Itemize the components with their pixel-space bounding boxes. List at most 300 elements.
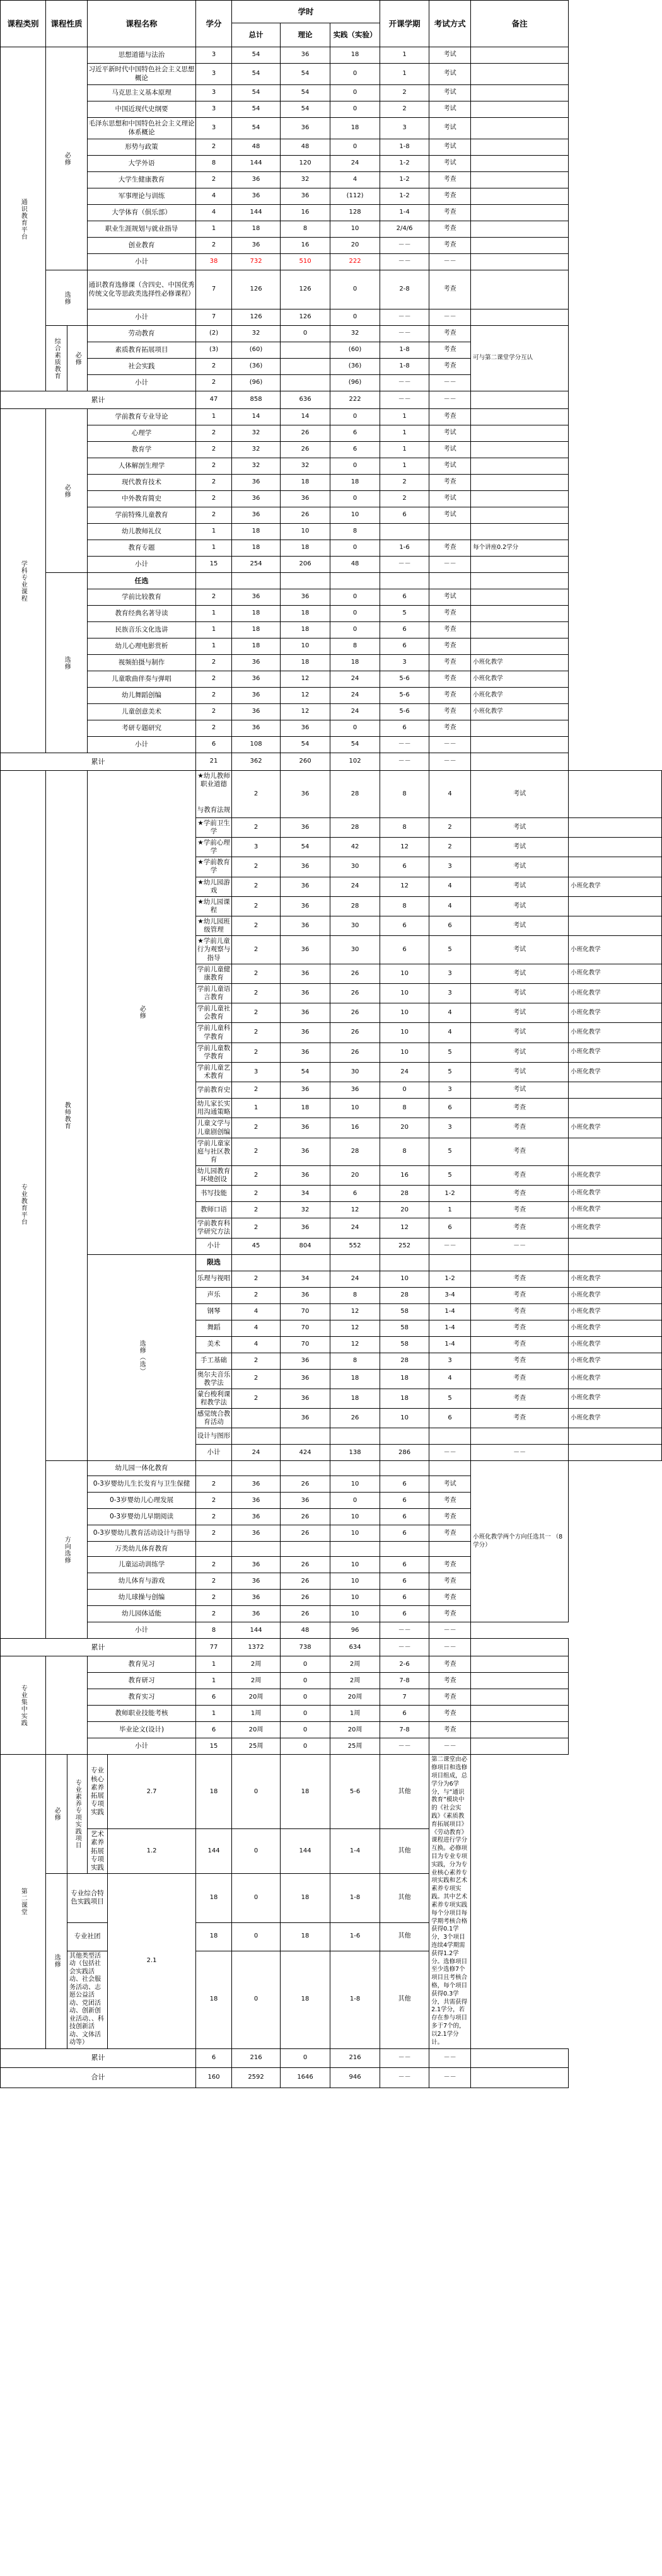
- credit-cell: 2: [196, 655, 232, 671]
- course-name-cell: 马克思主义基本原理: [88, 85, 196, 101]
- note-cell: [471, 270, 569, 309]
- table-row: [1, 671, 662, 688]
- exam-cell: 考试: [429, 458, 471, 475]
- table-row: [1, 524, 662, 540]
- hours-total-cell: 36: [232, 507, 281, 524]
- exam-cell: 考查: [429, 475, 471, 491]
- table-row: [1, 205, 662, 221]
- hours-theory-cell: [281, 342, 330, 359]
- hours-theory-cell: 16: [281, 205, 330, 221]
- course-name-cell: 教育经典名著导读: [88, 606, 196, 622]
- exam-cell: 考试: [471, 1023, 569, 1043]
- hours-practice-cell: 10: [380, 983, 429, 1003]
- hours-theory-cell: 36: [281, 491, 330, 507]
- term-cell: －－: [380, 1639, 429, 1656]
- hours-total-cell: 20周: [232, 1689, 281, 1706]
- hours-theory-cell: 0: [281, 1656, 330, 1673]
- hours-theory-cell: 26: [330, 1023, 380, 1043]
- table-row: [1, 1951, 662, 2048]
- hours-practice-cell: 0: [330, 139, 380, 156]
- note-cell: 小班化教学: [569, 1389, 662, 1408]
- hours-total-cell: 36: [281, 1166, 330, 1186]
- empty-cell: [281, 1461, 330, 1476]
- term-cell: －－: [380, 2067, 429, 2088]
- hours-total-cell: 254: [232, 557, 281, 573]
- course-name-cell: ★学前卫生学: [196, 817, 232, 837]
- subcategory-teacher-education: 教师教育: [46, 771, 88, 1461]
- note-cell: [471, 47, 569, 64]
- term-cell: 6: [380, 1557, 429, 1573]
- hours-theory-cell: 30: [330, 936, 380, 964]
- course-name-cell: 教育学: [88, 442, 196, 458]
- credit-cell: 2: [196, 238, 232, 254]
- exam-cell: 考查: [471, 1271, 569, 1287]
- hours-theory-cell: 48: [281, 139, 330, 156]
- exam-cell: 考查: [471, 1202, 569, 1218]
- hours-practice-cell: 18: [380, 1369, 429, 1389]
- hours-practice-cell: 0: [330, 458, 380, 475]
- credit-cell: 6: [196, 1689, 232, 1706]
- hours-theory-cell: 30: [330, 1062, 380, 1082]
- hours-total-cell: 362: [232, 753, 281, 771]
- exam-cell: 考试: [429, 442, 471, 458]
- hours-practice-cell: [330, 573, 380, 589]
- term-cell: －－: [380, 557, 429, 573]
- hours-theory-cell: 54: [281, 85, 330, 101]
- credit-cell: 2: [232, 916, 281, 936]
- exam-cell: 考查: [429, 671, 471, 688]
- exam-cell: 考查: [429, 622, 471, 638]
- course-name-cell: 毕业论文(设计): [88, 1722, 196, 1738]
- course-name-cell: 学前比较教育: [88, 589, 196, 606]
- hours-practice-cell: 32: [330, 326, 380, 342]
- course-name-cell: 儿童创意美术: [88, 704, 196, 720]
- credit-cell: 2: [196, 671, 232, 688]
- term-cell: 6: [380, 622, 429, 638]
- hours-total-cell: 36: [281, 1409, 330, 1428]
- hours-practice-cell: 6: [380, 857, 429, 877]
- hours-practice-cell: 1周: [330, 1706, 380, 1722]
- note-cell: [471, 491, 569, 507]
- course-name-cell: 素质教育拓展项目: [88, 342, 196, 359]
- hours-practice-cell: 10: [380, 1409, 429, 1428]
- hours-total-cell: 36: [232, 720, 281, 737]
- term-cell: －－: [429, 1445, 471, 1461]
- hours-practice-cell: 28: [380, 1287, 429, 1303]
- hours-practice-cell: 18: [281, 1922, 330, 1951]
- term-cell: 4: [429, 896, 471, 916]
- exam-cell: 考查: [429, 720, 471, 737]
- exam-cell: 考试: [471, 838, 569, 857]
- credit-cell: 24: [232, 1445, 281, 1461]
- hours-theory-cell: 36: [281, 118, 330, 139]
- table-row: [1, 1922, 662, 1951]
- hours-total-cell: 2周: [232, 1673, 281, 1689]
- hours-total-cell: 36: [232, 1573, 281, 1590]
- note-cell: 小班化教学: [569, 1218, 662, 1238]
- credit-cell: 2: [232, 1218, 281, 1238]
- course-name-cell: 思想道德与法治: [88, 47, 196, 64]
- exam-cell: 考查: [429, 1557, 471, 1573]
- hours-total-cell: 36: [281, 1353, 330, 1369]
- credit-cell: 1: [196, 1706, 232, 1722]
- term-cell: 3: [429, 1118, 471, 1138]
- table-row: [1, 655, 662, 671]
- hours-theory-cell: 0: [281, 1722, 330, 1738]
- hours-theory-cell: 12: [330, 1303, 380, 1320]
- course-name-cell: 心理学: [88, 425, 196, 442]
- credit-cell: 2: [196, 442, 232, 458]
- table-row: [1, 47, 662, 64]
- hours-theory-cell: 8: [330, 1287, 380, 1303]
- exam-cell: 其他: [380, 1951, 429, 2048]
- note-cell: [471, 139, 569, 156]
- term-cell: 5: [380, 606, 429, 622]
- exam-cell: 考查: [471, 1353, 569, 1369]
- exam-cell: 考试: [429, 507, 471, 524]
- note-cell: [471, 101, 569, 118]
- course-name-cell: 钢琴: [196, 1303, 232, 1320]
- course-name-cell: 学前教育史: [196, 1082, 232, 1099]
- exam-cell: 考查: [471, 1138, 569, 1165]
- term-cell: 7: [380, 1689, 429, 1706]
- category-comprehensive: 综合素质教育: [46, 326, 67, 391]
- term-cell: 4: [429, 1023, 471, 1043]
- term-cell: 1-4: [330, 1829, 380, 1874]
- hours-practice-cell: [380, 1428, 429, 1445]
- exam-cell: 考试: [471, 896, 569, 916]
- hours-theory-cell: [281, 573, 330, 589]
- note-cell: [471, 2067, 569, 2088]
- hours-theory-cell: 1646: [281, 2067, 330, 2088]
- credit-cell: 2: [232, 1043, 281, 1062]
- exam-cell: －－: [429, 753, 471, 771]
- term-cell: 7-8: [380, 1722, 429, 1738]
- grand-total-label: 合计: [1, 2067, 196, 2088]
- exam-cell: 考试: [429, 156, 471, 172]
- exam-cell: 考试: [429, 425, 471, 442]
- direction-group-header: 幼儿园一体化教育: [88, 1461, 196, 1476]
- credit-cell: [232, 1409, 281, 1428]
- note-cell: [471, 720, 569, 737]
- hours-theory-cell: 16: [330, 1118, 380, 1138]
- course-name-cell: 大学外语: [88, 156, 196, 172]
- hours-total-cell: 36: [232, 1493, 281, 1509]
- nature-required: 必修: [46, 47, 88, 270]
- exam-cell: 考试: [429, 139, 471, 156]
- credit-cell: 3: [196, 85, 232, 101]
- note-cell: [471, 391, 569, 409]
- note-cell: [471, 409, 569, 425]
- hours-practice-cell: 20周: [330, 1722, 380, 1738]
- note-cell: 小班化教学: [569, 1409, 662, 1428]
- credit-cell: 2: [196, 1573, 232, 1590]
- credit-cell: 8: [196, 156, 232, 172]
- hours-total-cell: (60): [232, 342, 281, 359]
- hours-theory-cell: 18: [281, 655, 330, 671]
- hours-practice-cell: 946: [330, 2067, 380, 2088]
- term-cell: 2-8: [380, 270, 429, 309]
- table-row: [1, 573, 662, 589]
- term-cell: 1-2: [380, 172, 429, 188]
- term-cell: 4: [429, 1003, 471, 1023]
- credit-cell: 1: [196, 524, 232, 540]
- note-cell: [569, 1099, 662, 1118]
- hours-theory-cell: 12: [281, 688, 330, 704]
- credit-cell: 2: [196, 359, 232, 375]
- note-cell: [471, 156, 569, 172]
- hours-total-cell: 36: [281, 1138, 330, 1165]
- hours-theory-cell: 0: [281, 326, 330, 342]
- course-name-cell: 幼儿教师礼仪: [88, 524, 196, 540]
- exam-cell: 考试: [471, 916, 569, 936]
- hours-total-cell: 18: [196, 1951, 232, 2048]
- exam-cell: 考试: [471, 964, 569, 983]
- hours-practice-cell: 128: [330, 205, 380, 221]
- subtotal-term: －－: [380, 375, 429, 391]
- empty-cell: [232, 1461, 281, 1476]
- credit-cell: 4: [232, 1320, 281, 1336]
- subtotal-label: 小计: [88, 375, 196, 391]
- hours-practice-cell: 20: [380, 1202, 429, 1218]
- hours-total-cell: 18: [232, 606, 281, 622]
- credit-cell: 7: [196, 270, 232, 309]
- exam-cell: 考查: [471, 1166, 569, 1186]
- credit-cell: 2: [196, 458, 232, 475]
- hours-theory-cell: 12: [330, 1336, 380, 1353]
- exam-cell: 考试: [429, 1476, 471, 1493]
- credit-cell: 1: [232, 1099, 281, 1118]
- course-name-cell: 通识教育选修课（含四史、中国优秀传统文化等思政类选择性必修课程）: [88, 270, 196, 309]
- hours-total-cell: 36: [281, 1082, 330, 1099]
- table-row: [1, 326, 662, 342]
- hours-total-cell: 36: [281, 896, 330, 916]
- course-name-cell: 创业教育: [88, 238, 196, 254]
- term-cell: 1-8: [380, 359, 429, 375]
- hours-theory-cell: 26: [281, 1606, 330, 1622]
- course-name-cell: 军事理论与训练: [88, 188, 196, 205]
- term-cell: 1: [380, 458, 429, 475]
- term-cell: 5-6: [380, 688, 429, 704]
- term-cell: －－: [380, 391, 429, 409]
- hours-total-cell: 36: [281, 983, 330, 1003]
- term-cell: 4: [429, 877, 471, 896]
- subtotal-theory: [281, 375, 330, 391]
- note-cell: [471, 442, 569, 458]
- table-row: [1, 139, 662, 156]
- hours-total-cell: 2592: [232, 2067, 281, 2088]
- term-cell: －－: [380, 238, 429, 254]
- hours-total-cell: 48: [232, 139, 281, 156]
- hours-practice-cell: 0: [330, 101, 380, 118]
- hours-practice-cell: 0: [330, 1493, 380, 1509]
- hours-total-cell: 144: [232, 156, 281, 172]
- hours-practice-cell: 0: [330, 589, 380, 606]
- hours-practice-cell: 10: [330, 507, 380, 524]
- exam-cell: 考查: [429, 1525, 471, 1542]
- exam-cell: －－: [471, 1238, 569, 1254]
- course-name-cell: 儿童歌曲伴奏与弹唱: [88, 671, 196, 688]
- empty-cell: [281, 1254, 330, 1271]
- hours-practice-cell: 286: [380, 1445, 429, 1461]
- exam-cell: 考查: [471, 1336, 569, 1353]
- hours-practice-cell: 2周: [330, 1673, 380, 1689]
- hours-practice-cell: 0: [330, 270, 380, 309]
- exam-cell: 考查: [429, 326, 471, 342]
- exam-cell: 考试: [471, 1062, 569, 1082]
- course-name-cell: 与教育法规: [196, 804, 232, 817]
- hours-total-cell: 36: [281, 877, 330, 896]
- hours-theory-cell: 12: [330, 1320, 380, 1336]
- hours-total-cell: 32: [232, 326, 281, 342]
- course-name-cell: 幼儿园体适能: [88, 1606, 196, 1622]
- hours-theory-cell: 8: [281, 221, 330, 238]
- term-cell: 3: [429, 964, 471, 983]
- credit-cell: 77: [196, 1639, 232, 1656]
- exam-cell: 考查: [429, 1673, 471, 1689]
- course-name-cell: 0-3岁婴幼儿教育活动设计与指导: [88, 1525, 196, 1542]
- nature-direction-elective: 方向选修: [46, 1461, 88, 1639]
- empty-cell: [429, 1461, 471, 1476]
- hours-theory-cell: 26: [281, 507, 330, 524]
- course-name-cell: 教师职业技能考核: [88, 1706, 196, 1722]
- table-row: [1, 557, 662, 573]
- hours-total-cell: 14: [232, 409, 281, 425]
- exam-cell: 考查: [429, 638, 471, 655]
- term-cell: 5: [429, 1389, 471, 1408]
- term-cell: 5: [429, 1166, 471, 1186]
- course-name-cell: 幼儿球操与创编: [88, 1590, 196, 1606]
- credit-cell: 2: [196, 1476, 232, 1493]
- note-cell: 小班化教学: [569, 1369, 662, 1389]
- credit-cell: 2: [232, 1138, 281, 1165]
- hours-theory-cell: 0: [232, 1755, 281, 1829]
- course-name-cell: 学前儿童社会教育: [196, 1003, 232, 1023]
- term-cell: 1-2: [380, 188, 429, 205]
- term-cell: 2: [380, 101, 429, 118]
- hours-theory-cell: 12: [281, 671, 330, 688]
- table-row: [1, 704, 662, 720]
- exam-cell: 考查: [429, 188, 471, 205]
- nature-elective: 选修（选）: [88, 1254, 196, 1461]
- course-name-cell: 民族音乐文化选讲: [88, 622, 196, 638]
- credit-cell: 47: [196, 391, 232, 409]
- course-name-cell: 中外教育简史: [88, 491, 196, 507]
- course-name-cell: ★幼儿教师职业道德: [196, 771, 232, 790]
- hours-total-cell: 18: [281, 1099, 330, 1118]
- exam-cell: －－: [429, 309, 471, 326]
- hours-practice-cell: 18: [330, 47, 380, 64]
- course-name-cell: 奥尔夫音乐教学法: [196, 1369, 232, 1389]
- th-hours-total: 总计: [232, 23, 281, 47]
- course-name-cell: 视频拍摄与制作: [88, 655, 196, 671]
- subtotal-label: 小计: [196, 1238, 232, 1254]
- credit-cell: 2: [232, 1082, 281, 1099]
- exam-cell: 考试: [471, 983, 569, 1003]
- table-row: [1, 688, 662, 704]
- table-row: [1, 172, 662, 188]
- credit-cell: 2: [196, 1493, 232, 1509]
- credit-cell: 15: [196, 557, 232, 573]
- hours-theory-cell: 36: [281, 47, 330, 64]
- hours-theory-cell: 0: [281, 1738, 330, 1755]
- credit-cell: 1: [196, 221, 232, 238]
- table-row: [1, 720, 662, 737]
- hours-theory-cell: 26: [281, 1509, 330, 1525]
- hours-total-cell: 36: [281, 1023, 330, 1043]
- term-cell: 1-6: [330, 1922, 380, 1951]
- hours-practice-cell: 10: [330, 1606, 380, 1622]
- course-name-cell: 学前特殊儿童教育: [88, 507, 196, 524]
- hours-total-cell: 36: [232, 589, 281, 606]
- table-row: [1, 1673, 662, 1689]
- hours-theory-cell: 36: [281, 188, 330, 205]
- note-cell: 小班化教学: [569, 1166, 662, 1186]
- hours-theory-cell: 206: [281, 557, 330, 573]
- hours-theory-cell: 54: [281, 101, 330, 118]
- note-cell: 小班化教学: [569, 877, 662, 896]
- hours-total-cell: 36: [281, 1287, 330, 1303]
- hours-theory-cell: 12: [330, 1202, 380, 1218]
- exam-cell: [471, 1428, 569, 1445]
- hours-total-cell: 36: [281, 936, 330, 964]
- spec-practice-group: 专业素养专项实践项目: [67, 1755, 88, 1874]
- nature-required: 必修: [46, 1755, 67, 1874]
- hours-practice-cell: 6: [330, 442, 380, 458]
- hours-total-cell: 36: [232, 655, 281, 671]
- hours-practice-cell: 8: [380, 1099, 429, 1118]
- note-cell: [569, 1238, 662, 1254]
- exam-cell: －－: [429, 2067, 471, 2088]
- hours-practice-cell: 18: [281, 1873, 330, 1922]
- exam-cell: 考试: [471, 877, 569, 896]
- exam-cell: 考试: [429, 47, 471, 64]
- hours-theory-cell: 0: [281, 1673, 330, 1689]
- term-cell: 6: [380, 720, 429, 737]
- credit-cell: 4: [232, 1303, 281, 1320]
- term-cell: [429, 1428, 471, 1445]
- course-name-cell: 艺术素养拓展专项实践: [88, 1829, 108, 1874]
- table-row: [1, 254, 662, 270]
- course-name-cell: 乐理与视唱: [196, 1271, 232, 1287]
- note-cell: [471, 425, 569, 442]
- hours-practice-cell: 2周: [330, 1656, 380, 1673]
- note-cell: [471, 1689, 569, 1706]
- note-cell: [471, 753, 569, 771]
- hours-theory-cell: 26: [281, 1557, 330, 1573]
- cumulative-label: 累计: [1, 1639, 196, 1656]
- note-cell: [569, 1138, 662, 1165]
- credit-cell: 2: [196, 172, 232, 188]
- hours-theory-cell: 26: [281, 1573, 330, 1590]
- table-row: [1, 238, 662, 254]
- hours-practice-cell: 10: [330, 1509, 380, 1525]
- exam-cell: 考查: [429, 1509, 471, 1525]
- empty-cell: [429, 1254, 471, 1271]
- exam-cell: 考试: [471, 771, 569, 818]
- credit-cell: 4: [232, 1336, 281, 1353]
- table-row: [1, 2067, 662, 2088]
- credit-cell: 1: [196, 409, 232, 425]
- term-cell: 1-8: [330, 1951, 380, 2048]
- term-cell: 1-4: [380, 205, 429, 221]
- credit-cell: 3: [196, 47, 232, 64]
- hours-theory-cell: 24: [330, 1218, 380, 1238]
- hours-total-cell: 54: [232, 101, 281, 118]
- category-practice: 专业集中实践: [1, 1656, 46, 1755]
- hours-practice-cell: 58: [380, 1336, 429, 1353]
- hours-theory-cell: 32: [281, 172, 330, 188]
